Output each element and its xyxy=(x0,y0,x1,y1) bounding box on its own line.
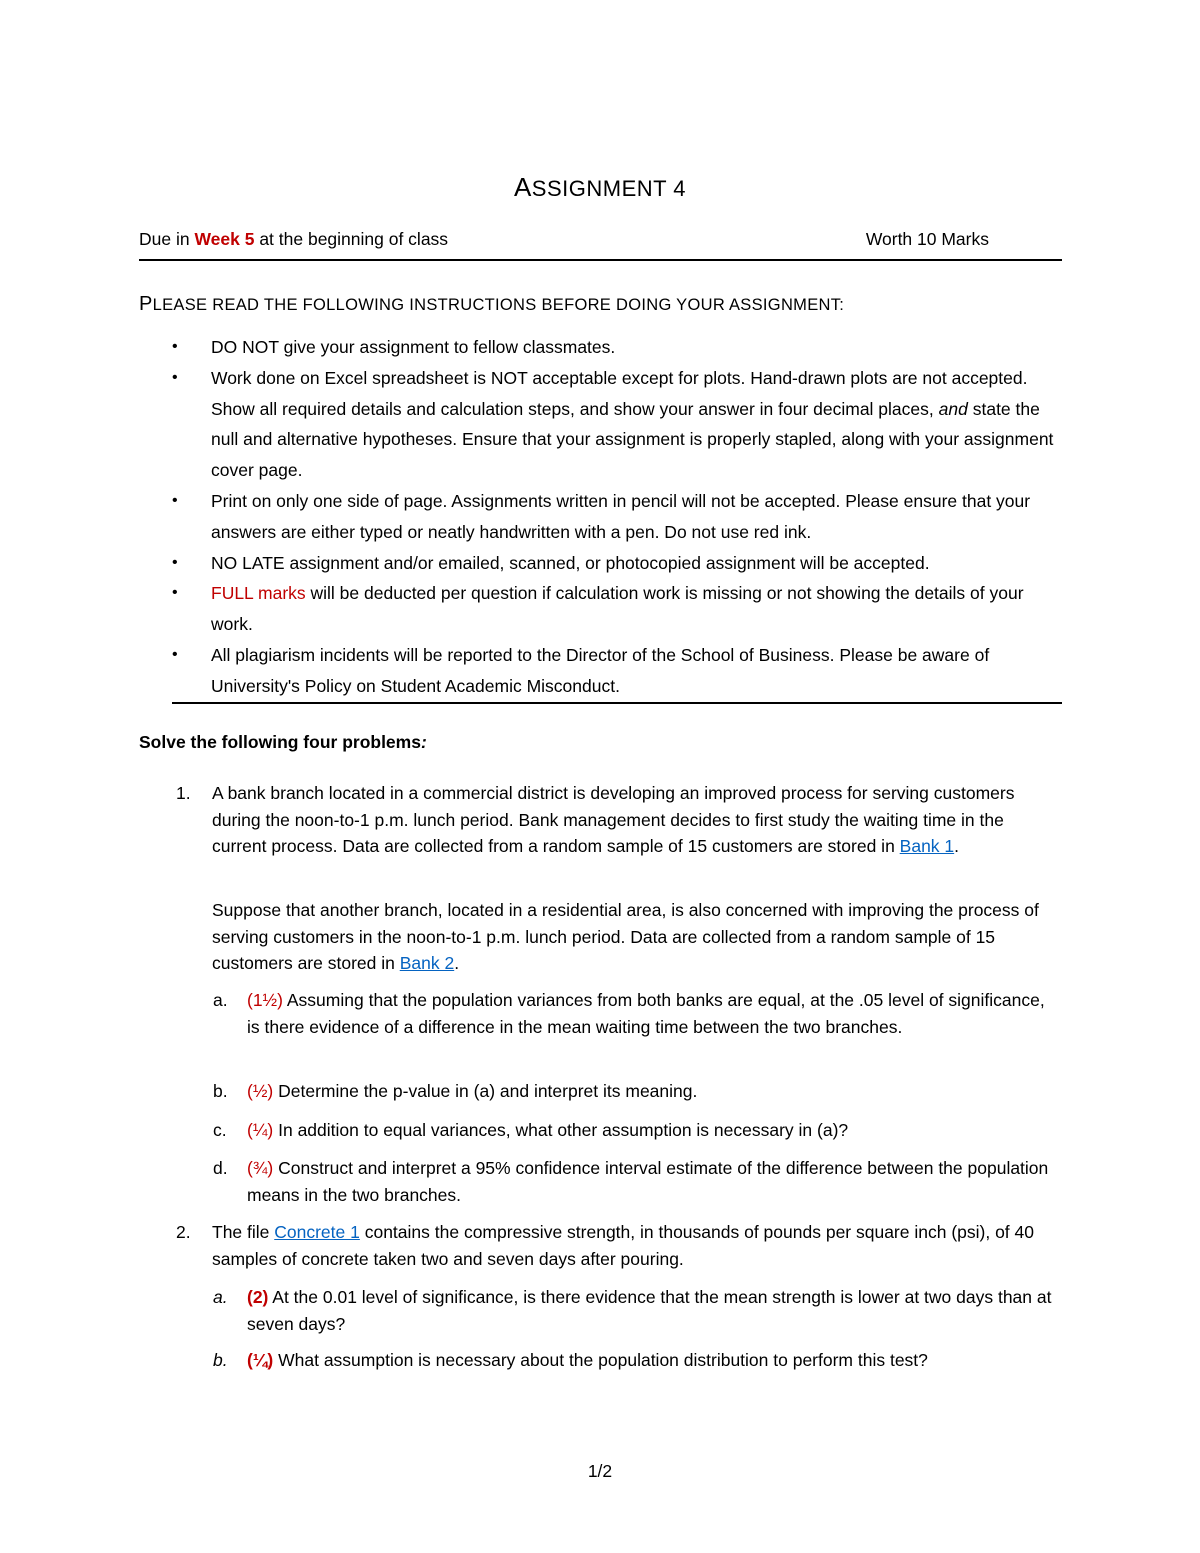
problem-1-text-2: Suppose that another branch, located in a residential area, is also concerned with improving the process of serving customers in the noon-to-1 p.m. lunch period. Data are collected from a random sample of 15 customers are stored in xyxy=(212,900,1039,973)
problems-heading xyxy=(139,732,427,753)
page-number: 1/2 xyxy=(587,1461,613,1481)
instruction-text: All plagiarism incidents will be reported to the Director of the School of Business. Please be aware of University's Policy on Student Academic Misconduct. xyxy=(211,644,990,696)
problem-2-text-pre: The file xyxy=(212,1222,275,1242)
problem-1-part-a xyxy=(213,987,1061,1040)
page-title xyxy=(0,172,1200,203)
list-item xyxy=(172,486,1062,548)
part-text xyxy=(247,1347,1061,1374)
part-letter: d. xyxy=(213,1158,228,1178)
instructions-heading-rest: LEASE READ THE FOLLOWING INSTRUCTIONS BEFORE DOING YOUR ASSIGNMENT: xyxy=(152,296,845,314)
list-item xyxy=(172,363,1062,486)
problems-heading-colon: : xyxy=(420,732,427,752)
instructions-divider xyxy=(172,702,1062,704)
instruction-text: Work done on Excel spreadsheet is NOT acceptable except for plots. Hand-drawn plots are not accepted. Show all required details and calculation steps, and show your answer in four decimal places, xyxy=(211,367,1028,419)
instruction-text: will be deducted per question if calculation work is missing or not showing the details of your work. xyxy=(211,583,1024,635)
part-body: In addition to equal variances, what other assumption is necessary in (a)? xyxy=(273,1120,849,1140)
bullet-icon: • xyxy=(172,338,178,355)
problem-1 xyxy=(176,780,1061,860)
part-text xyxy=(247,1155,1061,1208)
part-body: What assumption is necessary about the population distribution to perform this test? xyxy=(273,1350,928,1370)
problem-number: 1. xyxy=(176,783,191,803)
part-marks: (¼) xyxy=(247,1120,274,1140)
part-letter: c. xyxy=(213,1120,227,1140)
instruction-text: NO LATE assignment and/or emailed, scanned, or photocopied assignment will be accepted. xyxy=(211,552,930,573)
part-text xyxy=(247,1078,1061,1105)
problem-1-para-2 xyxy=(176,897,1061,977)
concrete-1-link[interactable]: Concrete 1 xyxy=(274,1222,360,1242)
list-item xyxy=(172,548,1062,579)
instructions-heading xyxy=(139,293,844,316)
part-body: Assuming that the population variances from both banks are equal, at the .05 level of significance, is there evidence of a difference in the mean waiting time between the two branches. xyxy=(247,990,1045,1037)
part-marks: (2) xyxy=(247,1287,269,1307)
problem-1-text: A bank branch located in a commercial district is developing an improved process for serving customers during the noon-to-1 p.m. lunch period. Bank management decides to first study the waiting time in the current process. Data are collected from a random sample of 15 customers are stored in xyxy=(212,783,1015,856)
period: . xyxy=(954,836,960,856)
part-text xyxy=(247,1284,1061,1337)
problem-2-part-b xyxy=(213,1347,1061,1374)
header-divider xyxy=(139,259,1062,261)
instruction-and: and xyxy=(938,398,968,419)
instruction-full-marks: FULL marks xyxy=(211,583,306,604)
bullet-icon: • xyxy=(172,584,178,602)
problem-1-part-d xyxy=(213,1155,1061,1208)
worth-marks: Worth 10 Marks xyxy=(865,229,989,249)
instruction-text-tail: state the null and alternative hypotheses. Ensure that your assignment is properly stapled, along with your assignment cover page. xyxy=(211,398,1054,481)
list-item xyxy=(172,578,1062,640)
instruction-text: DO NOT give your assignment to fellow classmates. xyxy=(211,337,616,357)
due-line xyxy=(139,229,989,250)
part-marks: (½) xyxy=(247,1081,274,1101)
problem-text xyxy=(212,780,1061,860)
bank-1-link[interactable]: Bank 1 xyxy=(899,836,955,856)
part-marks: (¾) xyxy=(247,1158,274,1178)
bullet-icon: • xyxy=(172,491,178,509)
instruction-text: Print on only one side of page. Assignments written in pencil will not be accepted. Please ensure that your answers are either typed or neatly handwritten with a pen. Do not use red ink. xyxy=(211,490,1031,542)
part-body: Determine the p-value in (a) and interpret its meaning. xyxy=(273,1081,698,1101)
part-letter: a. xyxy=(213,990,228,1010)
part-body: Construct and interpret a 95% confidence interval estimate of the difference between the population means in the two branches. xyxy=(247,1158,1049,1205)
part-body: At the 0.01 level of significance, is there evidence that the mean strength is lower at two days than at seven days? xyxy=(247,1287,1052,1334)
part-marks: (¼) xyxy=(247,1350,274,1370)
part-letter: b. xyxy=(213,1081,228,1101)
due-prefix: Due in xyxy=(139,229,195,249)
title-prefix: A xyxy=(513,172,532,202)
bullet-icon: • xyxy=(172,645,178,663)
bank-2-link[interactable]: Bank 2 xyxy=(399,953,455,973)
bullet-icon: • xyxy=(172,368,178,386)
period: . xyxy=(454,953,460,973)
problem-1-part-c xyxy=(213,1117,1061,1144)
list-item xyxy=(172,332,1062,363)
part-text xyxy=(247,987,1061,1040)
problem-2-part-a xyxy=(213,1284,1061,1337)
problem-1-part-b xyxy=(213,1078,1061,1105)
instructions-heading-first: P xyxy=(139,293,153,315)
problem-2 xyxy=(176,1219,1061,1272)
problem-number: 2. xyxy=(176,1222,191,1242)
bullet-icon: • xyxy=(172,553,178,571)
part-letter: a. xyxy=(213,1287,228,1307)
part-letter: b. xyxy=(213,1350,228,1370)
due-suffix: at the beginning of class xyxy=(254,229,449,249)
problem-2-text-post: contains the compressive strength, in thousands of pounds per square inch (psi), of 40 samples of concrete taken two and seven days after pouring. xyxy=(212,1222,1034,1269)
problem-text xyxy=(212,1219,1061,1272)
problem-text xyxy=(212,897,1061,977)
part-marks: (1½) xyxy=(247,990,283,1010)
list-item xyxy=(172,640,1062,702)
problems-heading-main: Solve the following four problems xyxy=(139,732,421,752)
part-text xyxy=(247,1117,1061,1144)
instructions-list xyxy=(172,332,1062,702)
title-rest: SSIGNMENT 4 xyxy=(531,176,687,201)
due-week: Week 5 xyxy=(194,229,255,249)
